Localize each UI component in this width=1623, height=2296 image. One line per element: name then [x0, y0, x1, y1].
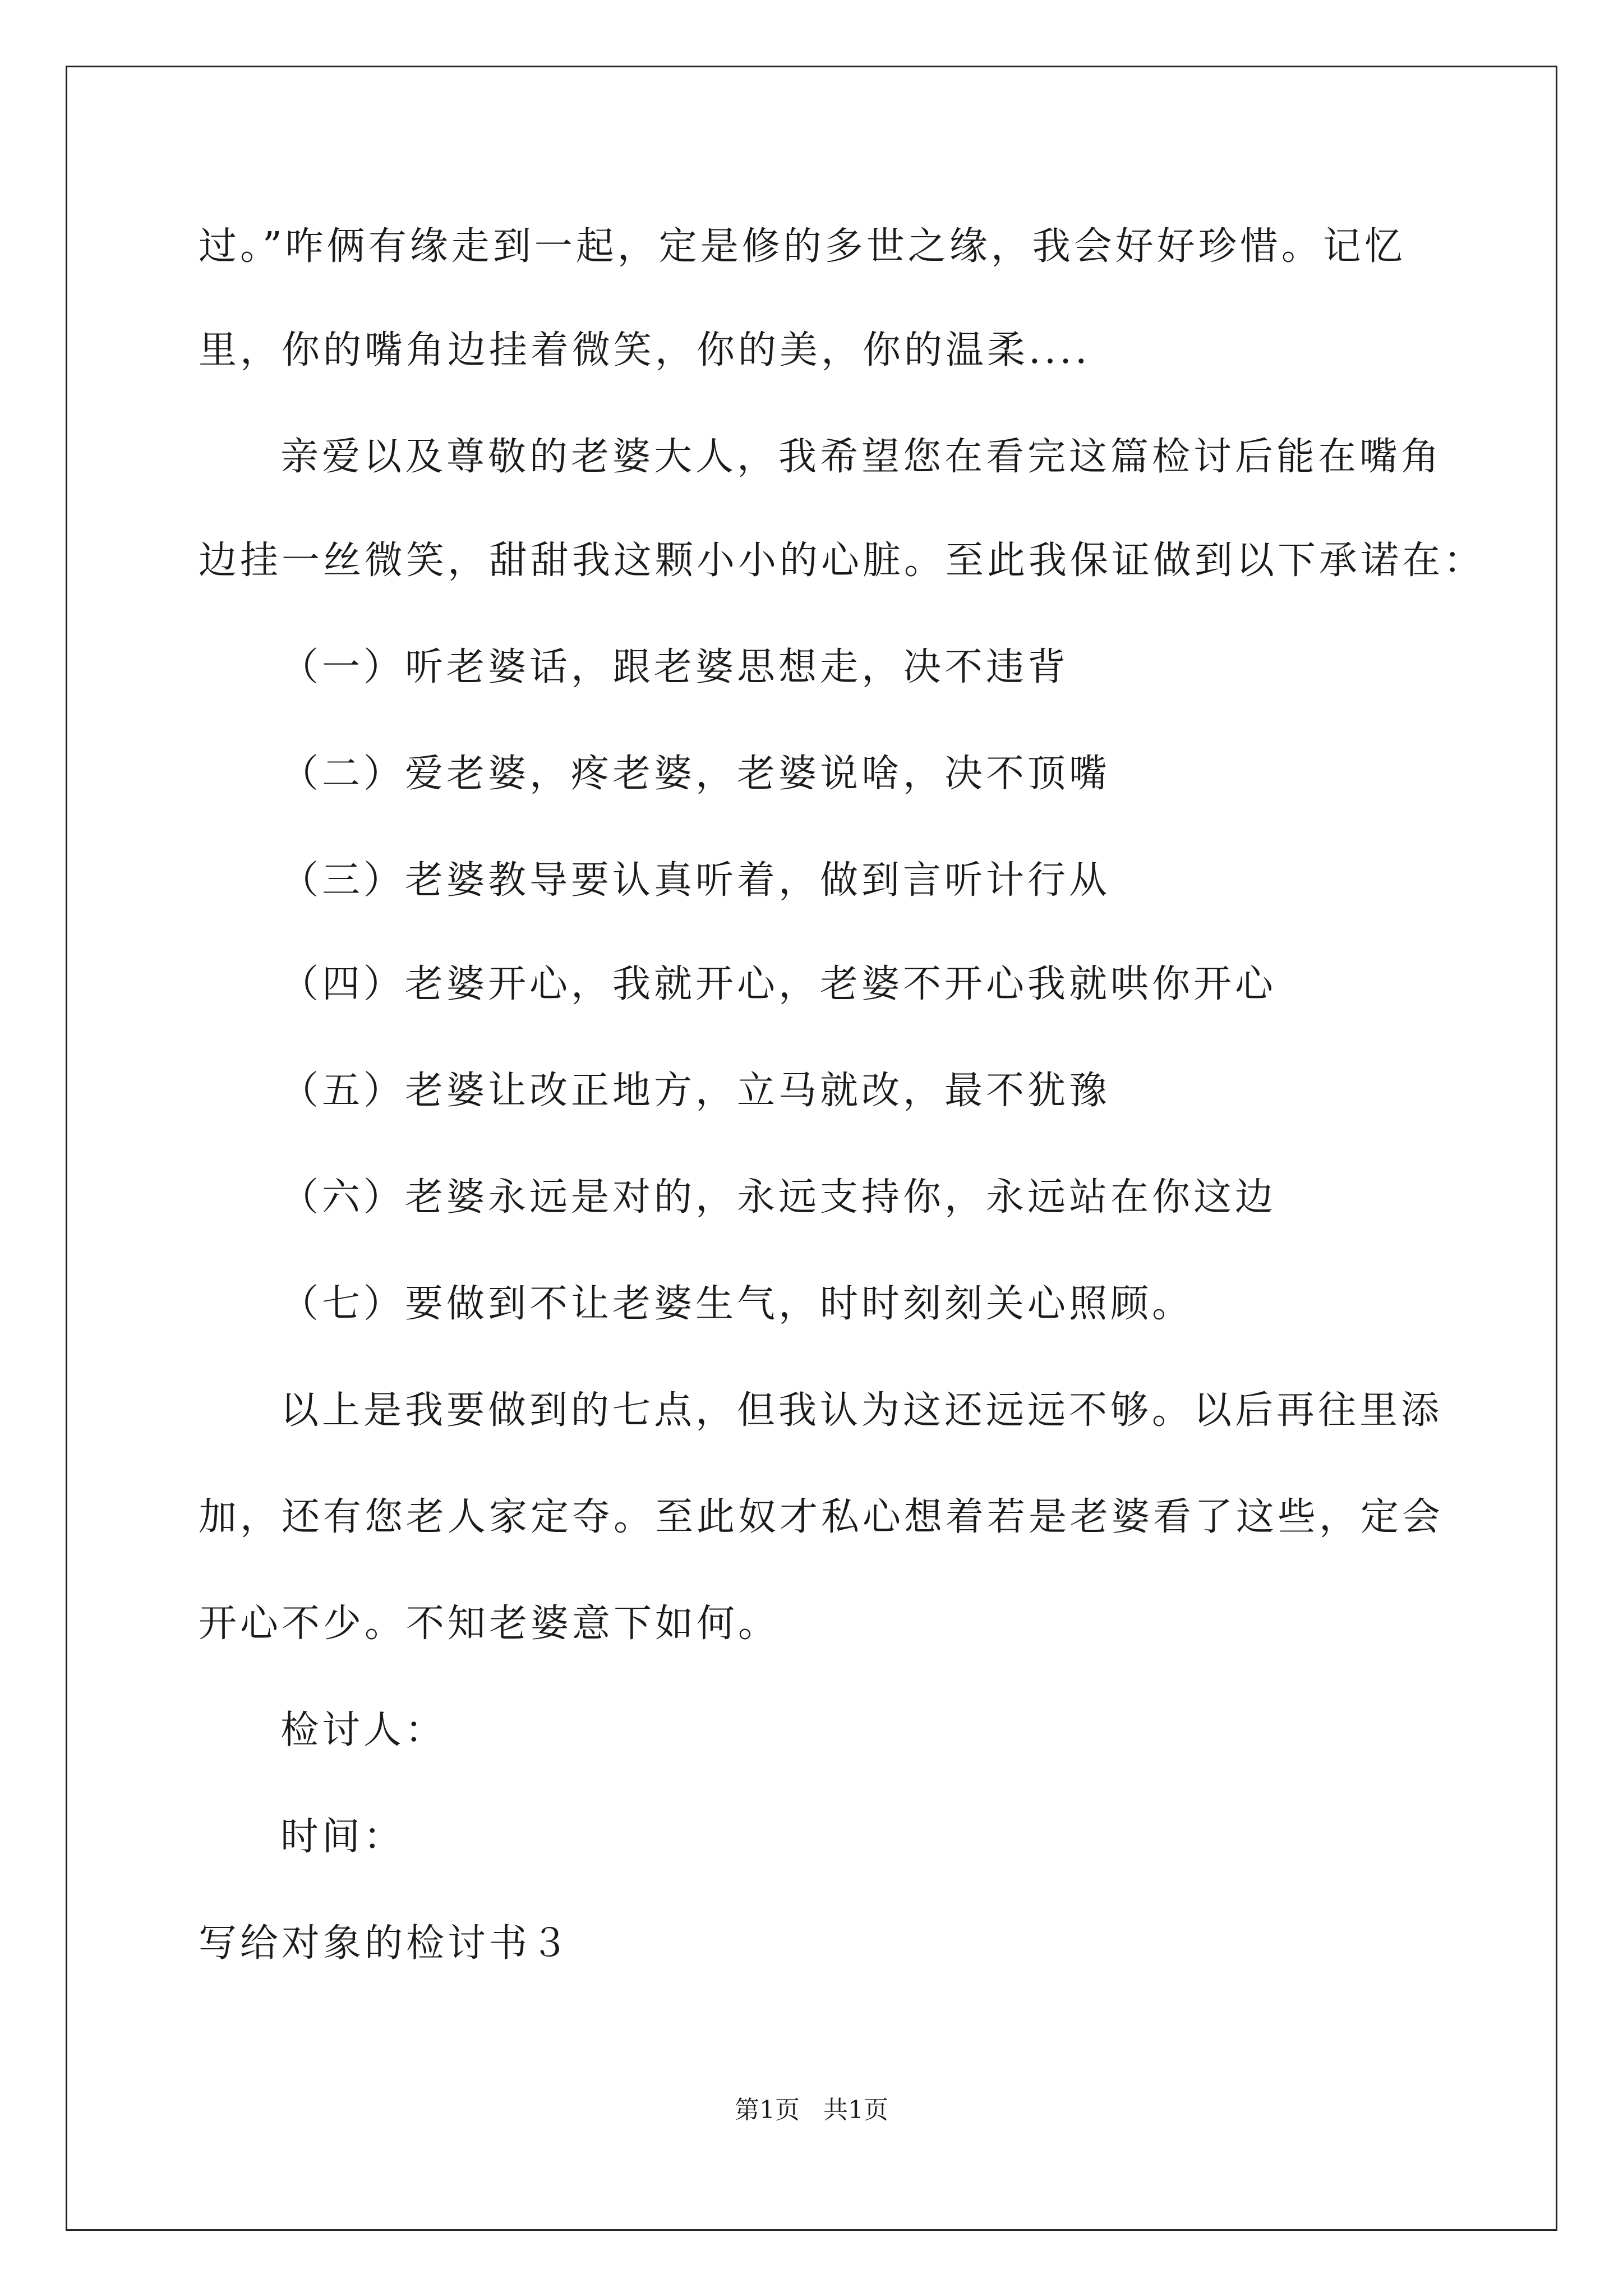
text-line-1: 过。”咋俩有缘走到一起，定是修的多世之缘，我会好好珍惜。记忆 [199, 224, 1406, 269]
promise-item-4: （四）老婆开心，我就开心，老婆不开心我就哄你开心 [280, 962, 1277, 1006]
promise-item-3: （三）老婆教导要认真听着，做到言听计行从 [280, 858, 1111, 903]
promise-item-7: （七）要做到不让老婆生气，时时刻刻关心照顾。 [280, 1282, 1194, 1326]
text-line-2: 里，你的嘴角边挂着微笑，你的美，你的温柔.... [199, 328, 1091, 372]
promise-item-6: （六）老婆永远是对的，永远支持你，永远站在你这边 [280, 1175, 1277, 1220]
text-line-13: 加，还有您老人家定夺。至此奴才私心想着若是老婆看了这些，定会 [199, 1495, 1444, 1539]
signature-label: 检讨人： [280, 1708, 447, 1752]
date-label: 时间： [280, 1815, 405, 1859]
promise-item-1: （一）听老婆话，跟老婆思想走，决不违背 [280, 645, 1069, 689]
text-line-14: 开心不少。不知老婆意下如何。 [199, 1602, 780, 1646]
promise-item-2: （二）爱老婆，疼老婆，老婆说啥，决不顶嘴 [280, 752, 1111, 796]
text-line-4: 边挂一丝微笑，甜甜我这颗小小的心脏。至此我保证做到以下承诺在： [199, 539, 1486, 583]
page-border [66, 66, 1557, 2231]
text-line-12: 以上是我要做到的七点，但我认为这还远远不够。以后再往里添 [280, 1388, 1443, 1433]
promise-item-5: （五）老婆让改正地方，立马就改，最不犹豫 [280, 1069, 1111, 1113]
page-footer: 第1页 共1页 [735, 2096, 888, 2124]
section-heading: 写给对象的检讨书３ [199, 1921, 573, 1966]
text-line-3: 亲爱以及尊敬的老婆大人，我希望您在看完这篇检讨后能在嘴角 [280, 435, 1443, 479]
